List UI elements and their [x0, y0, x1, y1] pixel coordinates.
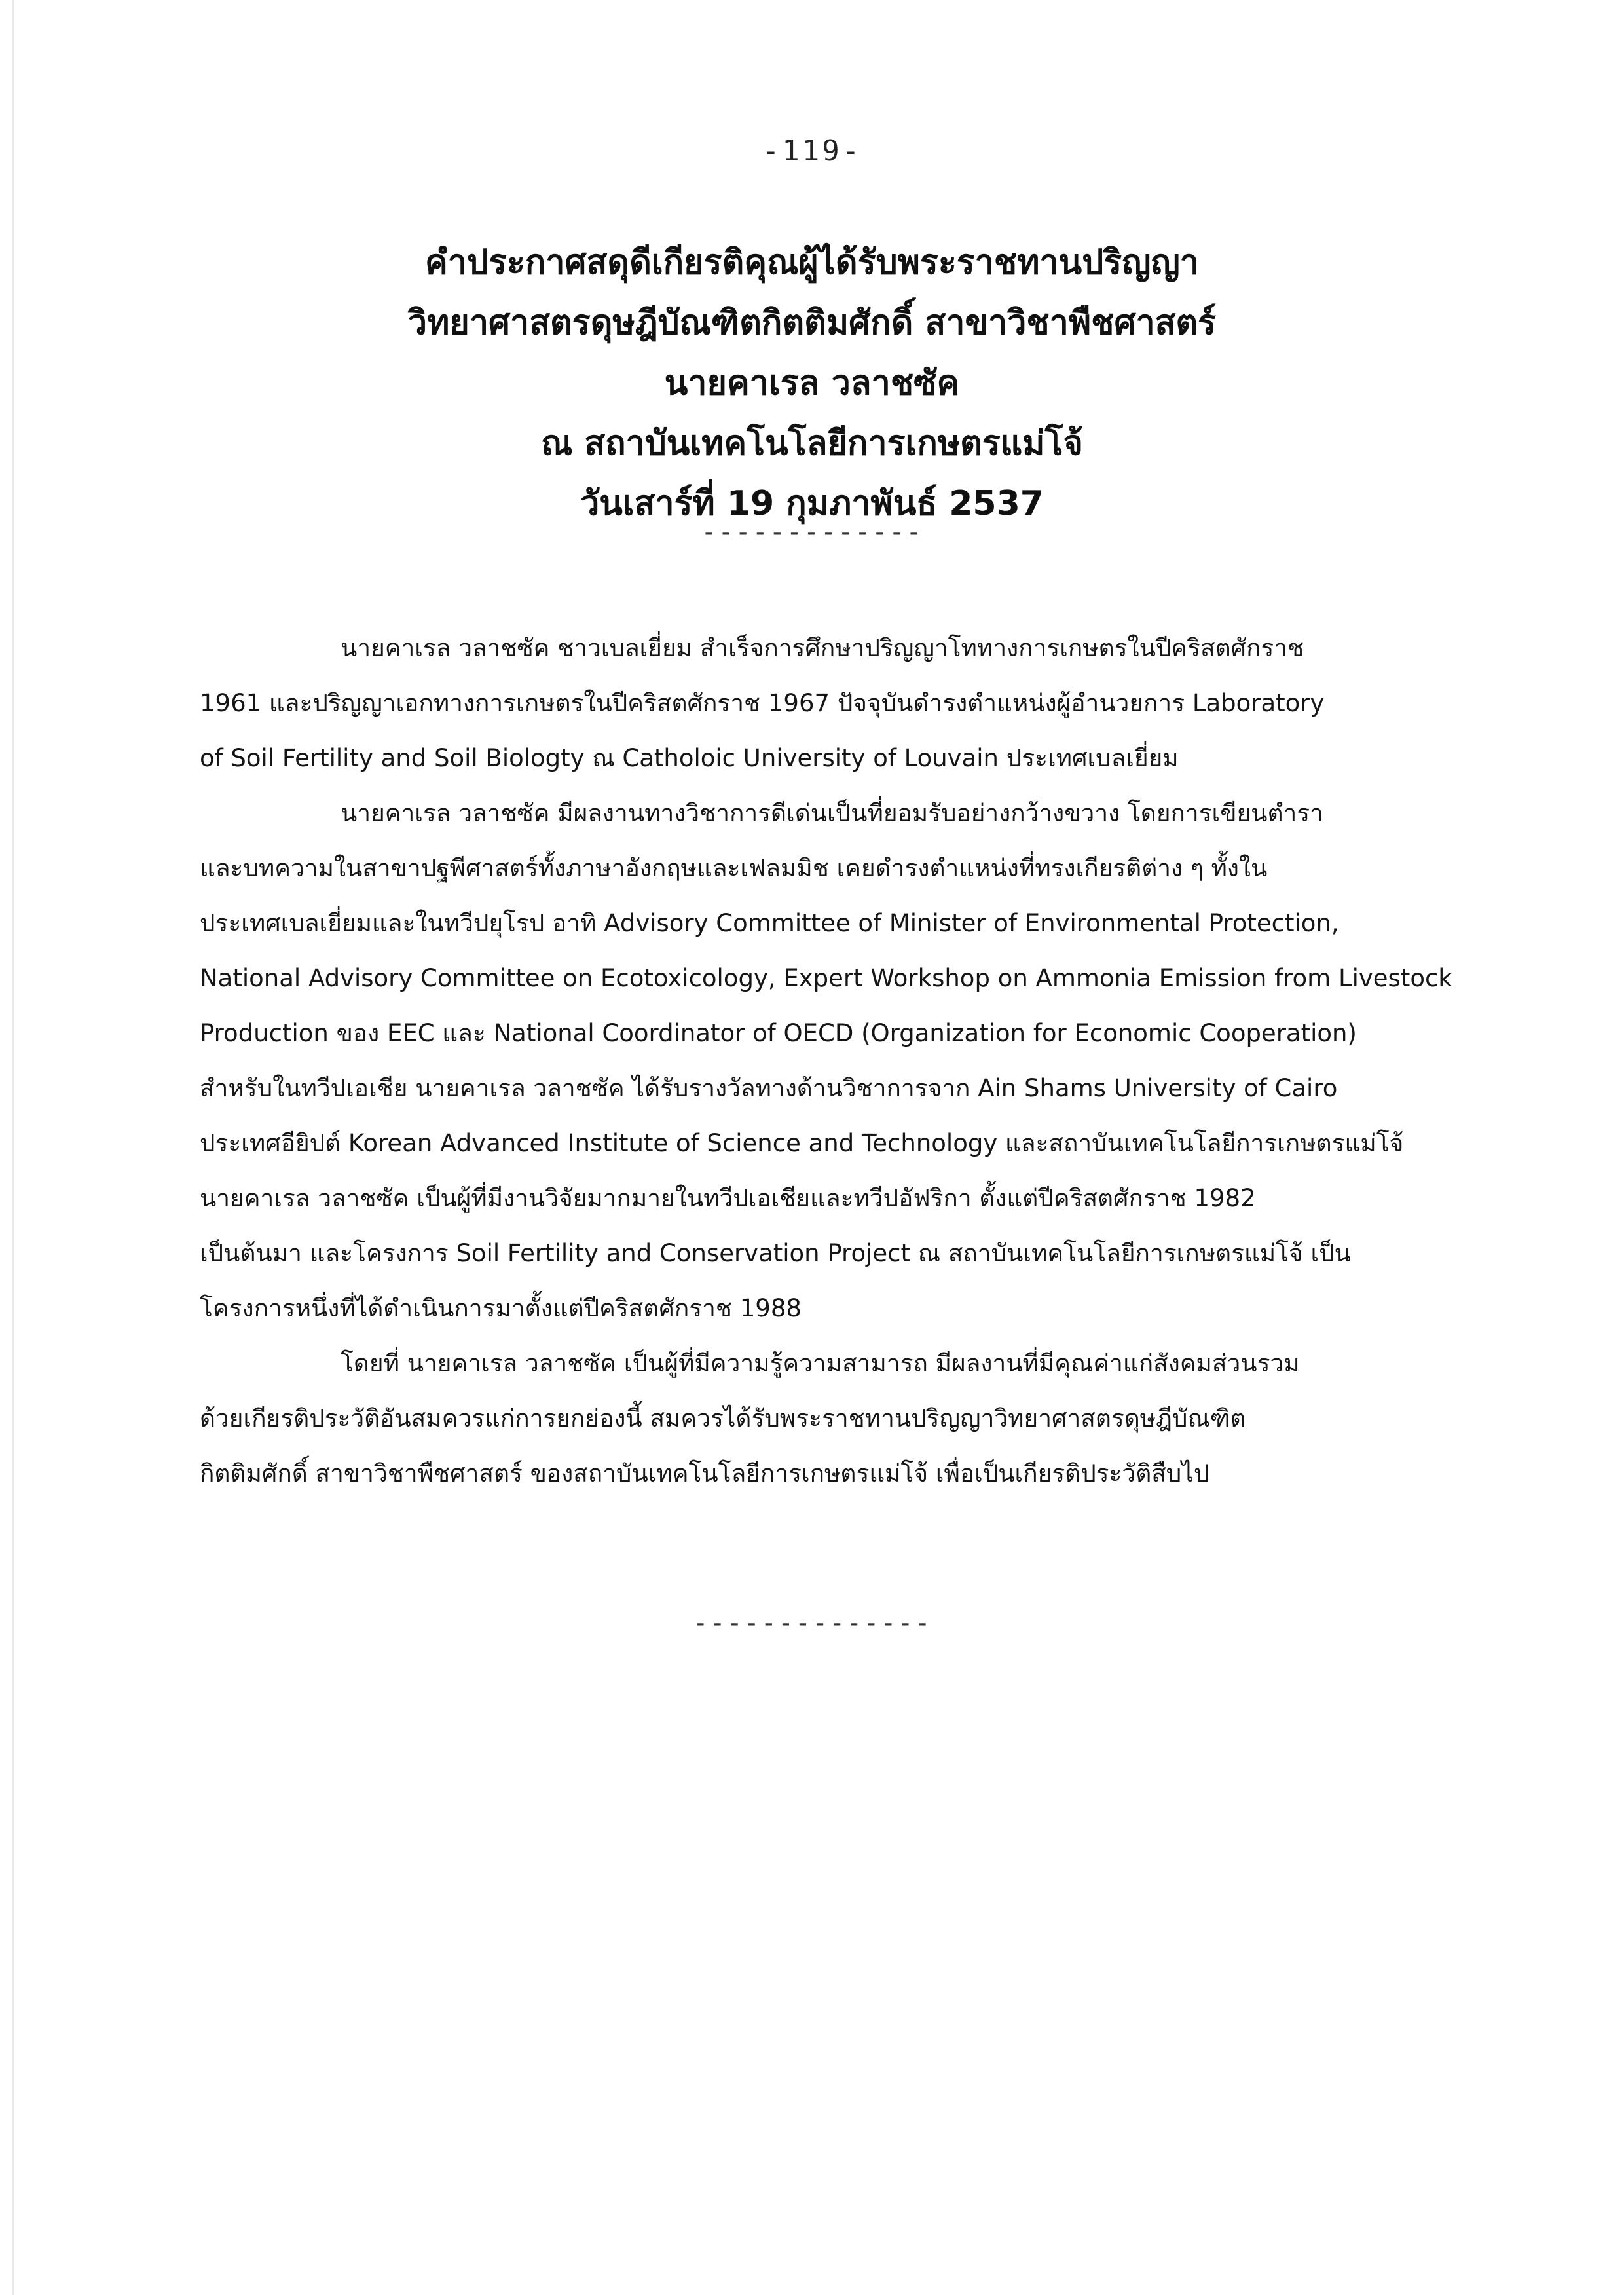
paragraph-2: [200, 786, 1486, 1336]
paragraph-line: และบทความในสาขาปฐพีศาสตร์ทั้งภาษาอังกฤษและเฟลมมิช เคยดำรงตำแหน่งที่ทรงเกียรติต่าง ๆ ทั้งใน: [200, 854, 1268, 882]
paragraph-1: [200, 621, 1486, 786]
paragraph-line: เป็นต้นมา และโครงการ Soil Fertility and Conservation Project ณ สถาบันเทคโนโลยีการเกษตรแม่โจ้ เป็น: [200, 1239, 1351, 1267]
paragraph-3: [200, 1336, 1486, 1501]
paragraph-line: National Advisory Committee on Ecotoxicology, Expert Workshop on Ammonia Emission from Livestock: [200, 964, 1452, 992]
title-line-5: วันเสาร์ที่ 19 กุมภาพันธ์ 2537: [580, 484, 1044, 523]
paragraph-line: โดยที่ นายคาเรล วลาชซัค เป็นผู้ที่มีความรู้ความสามารถ มีผลงานที่มีคุณค่าแก่สังคมส่วนรวม: [341, 1349, 1300, 1377]
title-line-3: นายคาเรล วลาชซัค: [664, 364, 960, 403]
body-text: [200, 621, 1486, 1501]
title-line-1: คำประกาศสดุดีเกียรติคุณผู้ได้รับพระราชทานปริญญา: [425, 243, 1199, 282]
paragraph-line: กิตติมศักดิ์ สาขาวิชาพืชศาสตร์ ของสถาบันเทคโนโลยีการเกษตรแม่โจ้ เพื่อเป็นเกียรติประวัติสืบไป: [200, 1459, 1209, 1487]
paragraph-line: นายคาเรล วลาชซัค เป็นผู้ที่มีงานวิจัยมากมายในทวีปเอเชียและทวีปอัฟริกา ตั้งแต่ปีคริสตศักราช 1982: [200, 1184, 1256, 1212]
paragraph-line: 1961 และปริญญาเอกทางการเกษตรในปีคริสตศักราช 1967 ปัจจุบันดำรงตำแหน่งผู้อำนวยการ Laboratory: [200, 689, 1325, 717]
paragraph-line: of Soil Fertility and Soil Biologty ณ Catholoic University of Louvain ประเทศเบลเยี่ยม: [200, 744, 1179, 772]
separator-bottom: --------------: [692, 1608, 932, 1638]
paragraph-line: ประเทศเบลเยี่ยมและในทวีปยุโรป อาทิ Advisory Committee of Minister of Environmental Protection,: [200, 909, 1339, 937]
title-line-4: ณ สถาบันเทคโนโลยีการเกษตรแม่โจ้: [541, 424, 1083, 463]
paragraph-line: สำหรับในทวีปเอเชีย นายคาเรล วลาชซัค ได้รับรางวัลทางด้านวิชาการจาก Ain Shams University of Cairo: [200, 1074, 1338, 1102]
paragraph-line: ประเทศอียิปต์ Korean Advanced Institute of Science and Technology และสถาบันเทคโนโลยีการเกษตรแม่โจ้: [200, 1129, 1404, 1157]
page-number: -119-: [762, 134, 862, 168]
title-block: [0, 233, 1624, 534]
title-line-2: วิทยาศาสตรดุษฎีบัณฑิตกิตติมศักดิ์ สาขาวิชาพืชศาสตร์: [407, 303, 1217, 343]
paragraph-line: นายคาเรล วลาชซัค ชาวเบลเยี่ยม สำเร็จการศึกษาปริญญาโททางการเกษตรในปีคริสตศักราช: [341, 634, 1304, 662]
separator-top: -------------: [701, 517, 923, 548]
paragraph-line: นายคาเรล วลาชซัค มีผลงานทางวิชาการดีเด่นเป็นที่ยอมรับอย่างกว้างขวาง โดยการเขียนตำรา: [341, 799, 1323, 827]
paragraph-line: ด้วยเกียรติประวัติอันสมควรแก่การยกย่องนี้ สมควรได้รับพระราชทานปริญญาวิทยาศาสตรดุษฎีบัณฑิต: [200, 1404, 1246, 1432]
paragraph-line: โครงการหนึ่งที่ได้ดำเนินการมาตั้งแต่ปีคริสตศักราช 1988: [200, 1294, 802, 1322]
paragraph-line: Production ของ EEC และ National Coordinator of OECD (Organization for Economic Cooperation): [200, 1019, 1357, 1047]
